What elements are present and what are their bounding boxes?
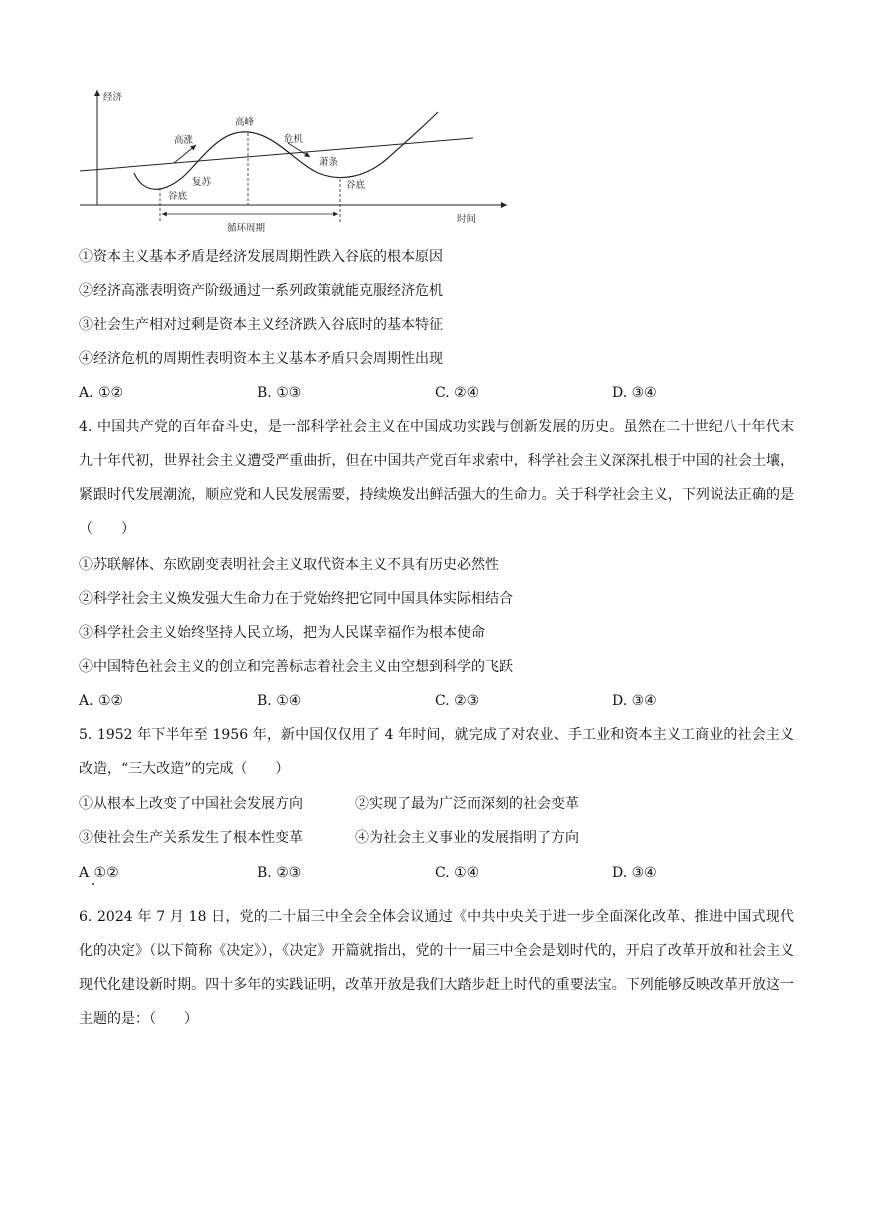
q4-option-a: A. ①②: [79, 693, 124, 709]
label-fusu: 复苏: [192, 177, 212, 188]
q4-option-b: B. ①④: [257, 693, 302, 709]
stray-dot: [92, 883, 94, 885]
q3-option-a: A. ①②: [79, 385, 124, 401]
q5-option-c: C. ①④: [435, 865, 480, 881]
q3-option-d: D. ③④: [612, 385, 657, 401]
q5-stem: 5. 1952 年下半年至 1956 年，新中国仅仅用了 4 年时间，就完成了对农业、手工业和资本主义工商业的社会主义改造，“三大改造”的完成（ ）: [79, 727, 794, 777]
q4-option-d: D. ③④: [612, 693, 657, 709]
q5-statement-1: ①从根本上改变了中国社会发展方向: [79, 796, 303, 812]
q5-statement-2: ②实现了最为广泛而深刻的社会变革: [355, 796, 579, 812]
cycle-curve: [134, 112, 438, 189]
q5-statement-4: ④为社会主义事业的发展指明了方向: [355, 830, 579, 846]
q3-statement-2: ②经济高涨表明资产阶级通过一系列政策就能克服经济危机: [79, 283, 443, 299]
q3-option-c: C. ②④: [435, 385, 480, 401]
label-gudi-left: 谷底: [168, 191, 188, 202]
q4-statement-3: ③科学社会主义始终坚持人民立场，把为人民谋幸福作为根本使命: [79, 625, 485, 641]
economic-cycle-diagram: [70, 80, 530, 240]
q4-option-c: C. ②③: [435, 693, 480, 709]
q5-option-b: B. ②③: [257, 865, 302, 881]
q4-statement-4: ④中国特色社会主义的创立和完善标志着社会主义由空想到科学的飞跃: [79, 659, 513, 675]
x-axis-label: 时间: [457, 214, 477, 225]
q5-statement-3: ③使社会生产关系发生了根本性变革: [79, 830, 303, 846]
y-axis-label: 经济: [103, 92, 123, 103]
q3-statement-4: ④经济危机的周期性表明资本主义基本矛盾只会周期性出现: [79, 351, 443, 367]
cycle-period-label: 循环周期: [227, 223, 266, 234]
label-gaozhang: 高涨: [174, 135, 194, 146]
q4-statement-2: ②科学社会主义焕发强大生命力在于党始终把它同中国具体实际相结合: [79, 591, 513, 607]
label-gaofeng: 高峰: [235, 117, 255, 128]
q6-stem: 6. 2024 年 7 月 18 日，党的二十届三中全会全体会议通过《中共中央关于进一步全面深化改革、推进中国式现代化的决定》（以下简称《决定》），《决定》开篇就指出，党的十一届三中全会是划时代的，开启了改革开放和社会主义现代化建设新时期。四十多年的实践证明，改革开放是我们大踏步赶上时代的重要法宝。下列能够反映改革开放这一主题的是：（ ）: [79, 909, 794, 1027]
q3-statement-1: ①资本主义基本矛盾是经济发展周期性跌入谷底的根本原因: [79, 249, 443, 265]
upswing-arrow: [174, 145, 196, 163]
q4-stem: 4. 中国共产党的百年奋斗史，是一部科学社会主义在中国成功实践与创新发展的历史。虽然在二十世纪八十年代末九十年代初，世界社会主义遭受严重曲折，但在中国共产党百年求索中，科学社会主义深深扎根于中国的社会土壤，紧跟时代发展潮流，顺应党和人民发展需要，持续焕发出鲜活强大的生命力。关于科学社会主义，下列说法正确的是（ ）: [79, 419, 794, 537]
q5-option-d: D. ③④: [612, 865, 657, 881]
q4-statement-1: ①苏联解体、东欧剧变表明社会主义取代资本主义不具有历史必然性: [79, 557, 499, 573]
label-xiaotiao: 萧条: [319, 157, 339, 168]
q3-option-b: B. ①③: [257, 385, 302, 401]
label-gudi-right: 谷底: [346, 180, 366, 191]
q3-statement-3: ③社会生产相对过剩是资本主义经济跌入谷底时的基本特征: [79, 317, 443, 333]
q5-option-a: A ①②: [79, 865, 119, 881]
label-weiji: 危机: [284, 134, 304, 145]
